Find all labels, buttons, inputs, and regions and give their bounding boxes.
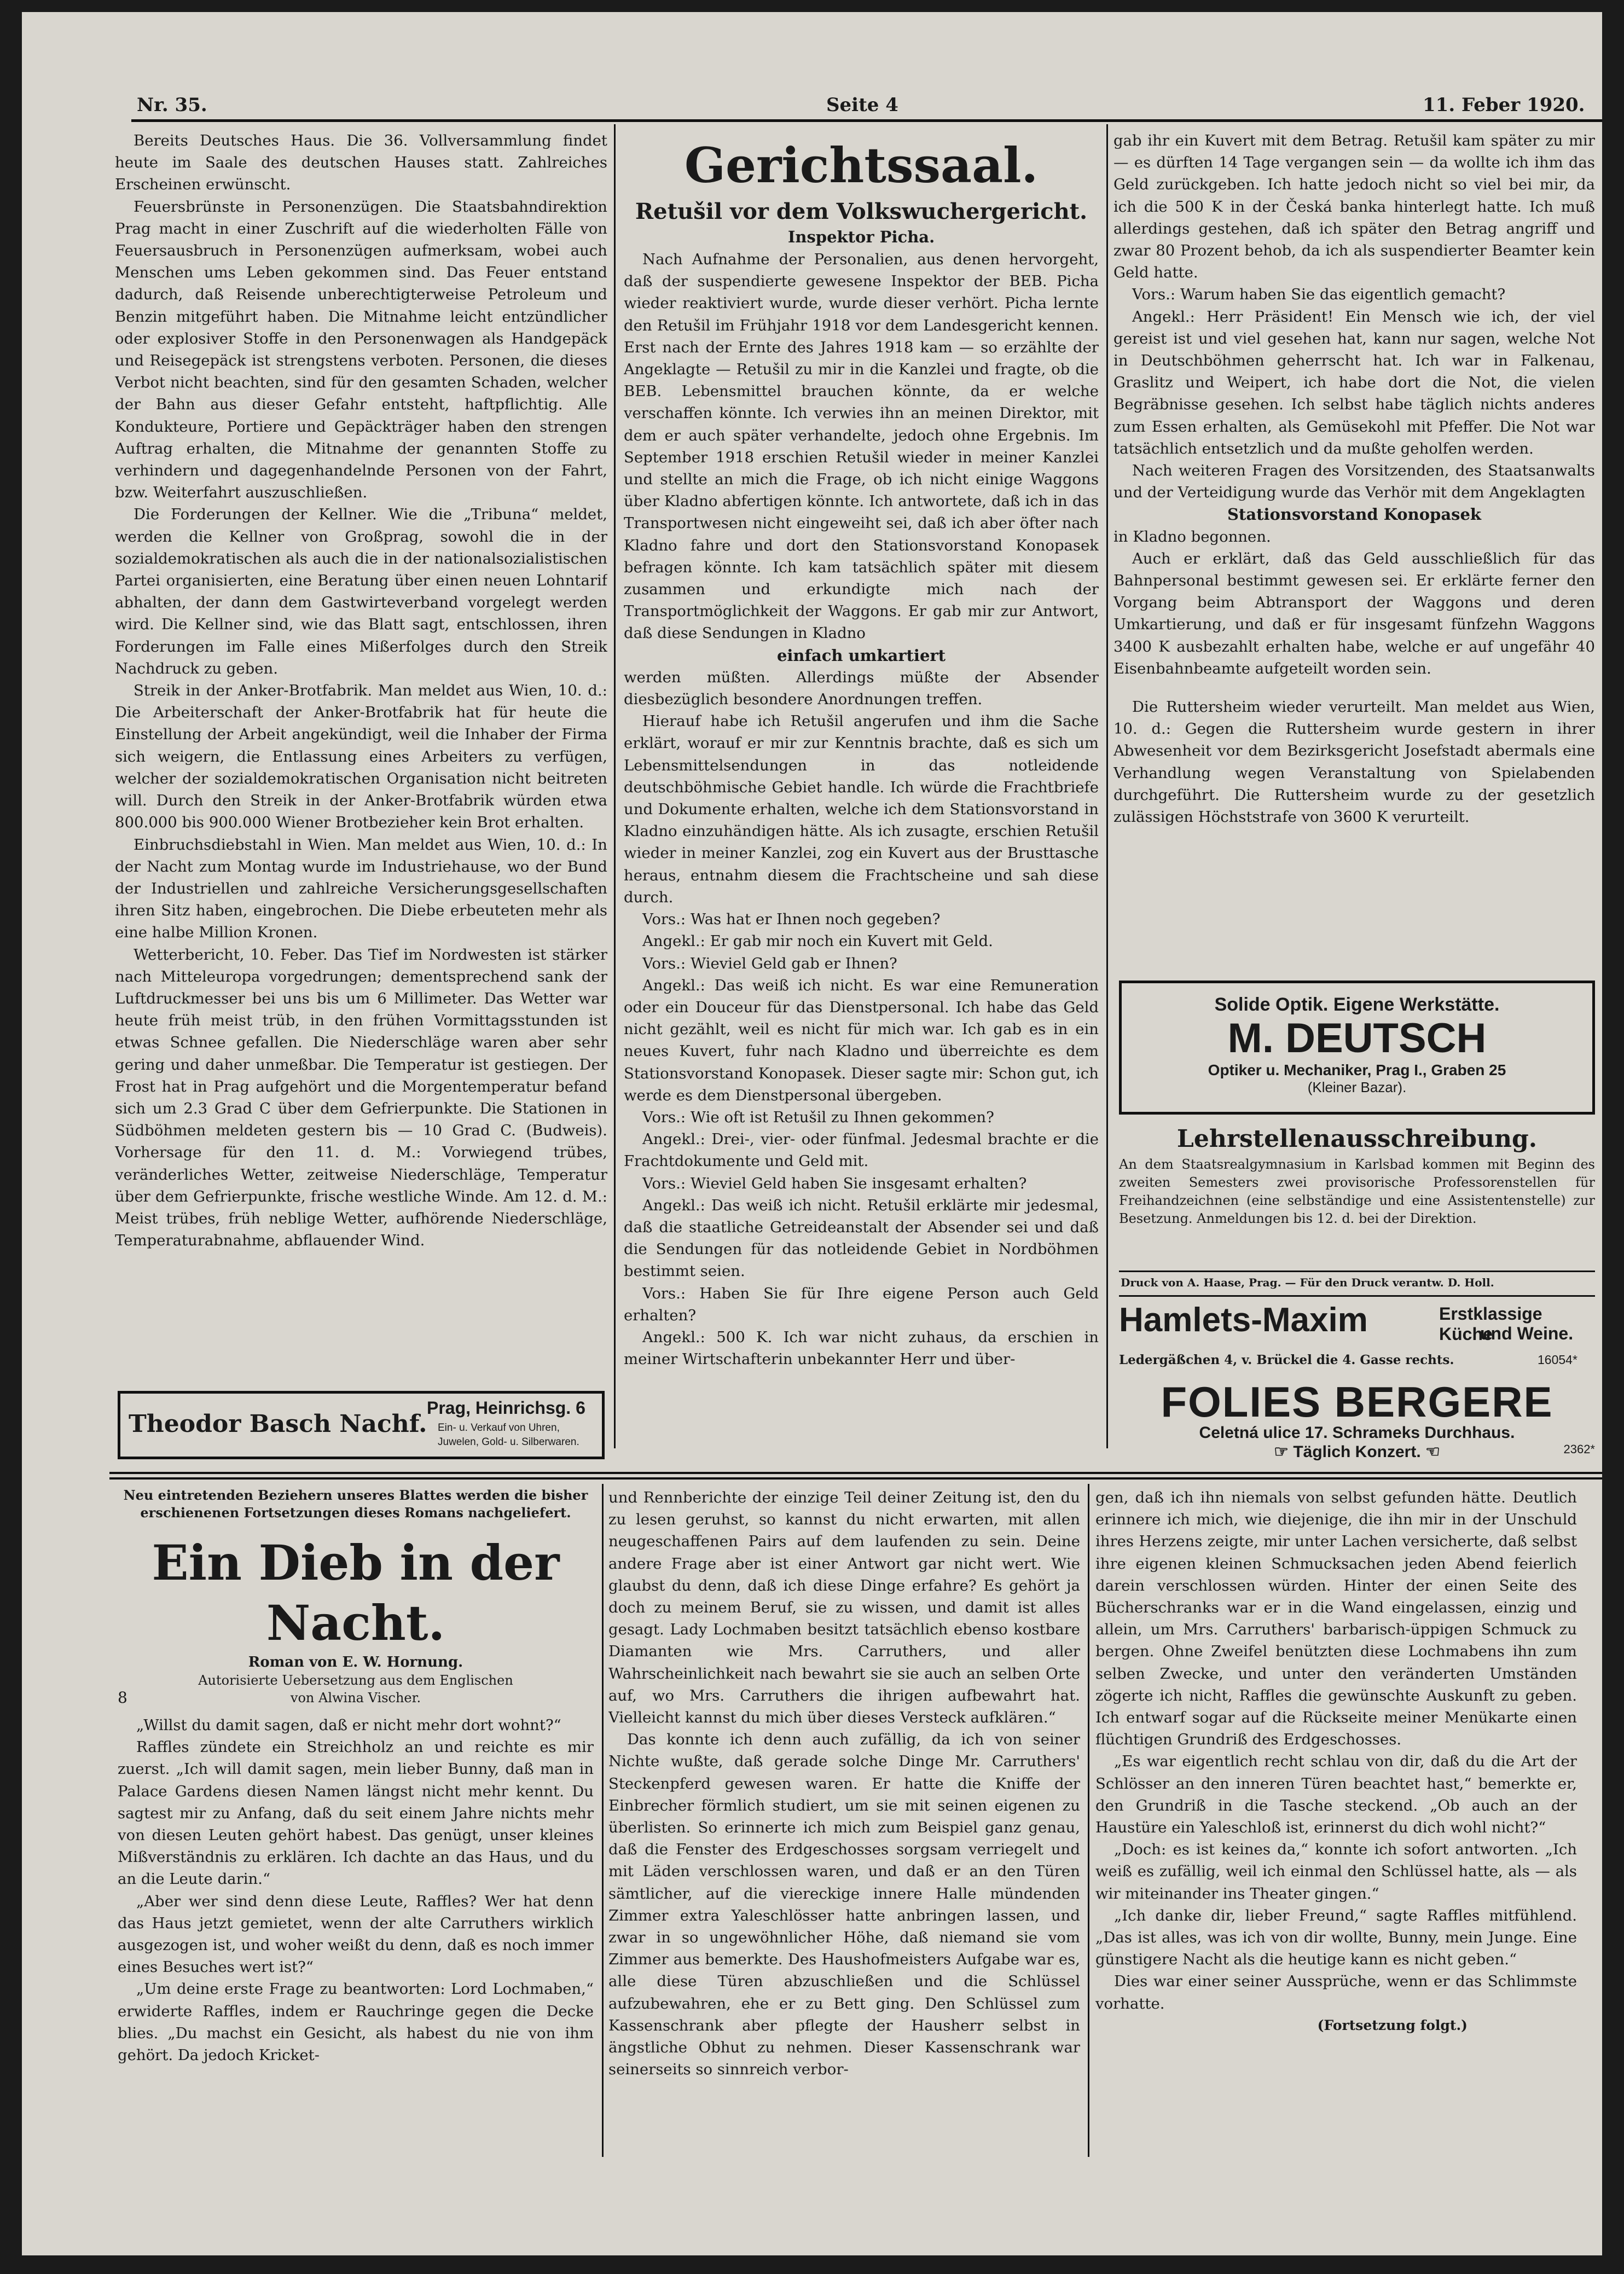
serial-continued: (Fortsetzung folgt.) [1317, 2017, 1468, 2033]
ad-folies-name: FOLIES BERGERE [1161, 1378, 1553, 1426]
ad-hamlets-name: Hamlets-Maxim [1119, 1301, 1368, 1339]
news-kellner: Die Forderungen der Kellner. Wie die „Tribuna“ meldet, werden die Kellner von Großprag, sowohl die in der sozialdemokratischen als auch die in der nationalsozialistischen Partei organisierten, eine Beratung über einen neuen Lohntarif abhalten, der dann dem Gastwirteverband vorgelegt werden wird. Die Kellner sind, wie das Blatt sagt, entschlossen, ihren Forderungen im Falle eines Mißerfolges durch den Streik Nachdruck zu geben. [115, 506, 607, 677]
ad-hamlets-maxim [1119, 1301, 1595, 1377]
issue-date: 11. Feber 1920. [1423, 94, 1585, 116]
court-dialogue: Vors.: Warum haben Sie das eigentlich gemacht? [1132, 286, 1506, 304]
court-dialogue: Vors.: Wieviel Geld gab er Ihnen? [642, 954, 897, 972]
news-einbruch: Einbruchsdiebstahl in Wien. Man meldet aus Wien, 10. d.: In der Nacht zum Montag wurde im Industriehause, wo der Bund der Industriellen und zahlreiche Versicherungsgesellschaften ihren Sitz haben, eingebrochen. Die Diebe erbeuteten mehr als eine halbe Million Kronen. [115, 836, 607, 942]
imprint-rule-top [1119, 1271, 1595, 1272]
serial-author: Roman von E. W. Hornung. [248, 1654, 463, 1670]
ad-lehrstellen-text: An dem Staatsrealgymnasium in Karlsbad kommen mit Beginn des zweiten Semesters zwei provisorische Professorenstellen für Freihandzeichnen (eine selbständige und eine Assistentenstelle) zur Besetzung. Anmeldungen bis 12. d. bei der Direktion. [1119, 1157, 1595, 1226]
section-rule-top [109, 1472, 1602, 1474]
newspaper-page [22, 12, 1602, 2255]
ad-deutsch-bazar: (Kleiner Bazar). [1307, 1079, 1407, 1095]
serial-paragraph: Dies war einer seiner Aussprüche, wenn er das Schlimmste vorhatte. [1095, 1973, 1577, 2012]
serial-installment-number: 8 [118, 1689, 127, 1707]
serial-paragraph: Das konnte ich denn auch zufällig, da ich von seiner Nichte wußte, daß gerade solche Dinge Mr. Carruthers' Steckenpferd gewesen waren. Er hatte die Kniffe der Einbrecher förmlich studiert, um sie mit seinen eigenen zu überlisten. So erinnerte ich mich zum Beispiel ganz genau, daß die Fenster des Erdgeschosses sorgsam verriegelt und mit Läden verschlossen waren, und daß er an den Türen sämtlicher, auf die viereckige innere Halle mündenden Zimmer extra Yaleschlösser hatte anbringen lassen, und zwar in so ungewöhnlicher Höhe, daß niemand sie vom Zimmer aus bemerkte. Des Haushofmeisters Aufgabe war es, alle diese Türen abzuschließen und die Schlüssel aufzubewahren, ehe er zu Bett ging. Den Schlüssel zum Kassenschrank aber pflegte der Hausherr selbst in ängstliche Obhut zu nehmen. Dieser Kassenschrank war seinerseits so sinnreich verbor- [608, 1731, 1080, 2079]
court-subheading: Inspektor Picha. [787, 228, 935, 246]
ad-lehrstellen [1119, 1123, 1595, 1262]
court-subheading-konopasek: Stationsvorstand Konopasek [1227, 505, 1481, 524]
ad-lehrstellen-title: Lehrstellenausschreibung. [1176, 1125, 1538, 1153]
page-number: Seite 4 [826, 94, 898, 116]
column-court-continued [1113, 130, 1595, 975]
court-paragraph: Hierauf habe ich Retušil angerufen und ihm die Sache erklärt, worauf er mir zur Kenntnis brachte, daß es sich um Lebensmittelsendungen in das notleidende deutschböhmische Gebiet handle. Ich würde die Frachtbriefe und Dokumente erhalten, welche ich dem Stationsvorstand in Kladno einzuhändigen hätte. Als ich zusagte, erschien Retušil wieder in meiner Kanzlei, zog ein Kuvert aus der Brusttasche heraus, entnahm diesem die Frachtscheine und sah diese durch. [624, 712, 1099, 906]
section-rule-bottom [109, 1477, 1602, 1480]
serial-paragraph: gen, daß ich ihn niemals von selbst gefunden hätte. Deutlich erinnere ich mich, wie diejenige, die ihn mir in der Unschuld ihres Herzens zeigte, mir unter Lachen versicherte, daß selbst ihre eigenen kleinen Schmucksachen jeden Abend feierlich darein verschlossen würden. Hinter der einen Seite des Bücherschranks war er in die Wand eingelassen, einzig und allein, um Mrs. Carruthers' barbarisch-üppigen Schmuck zu bergen. Ohne Zweifel benützten diese Lochmabens ihn zum selben Zwecke, und unter den veränderten Umständen zögerte ich nicht, Raffles die gewünschte Auskunft zu geben. Ich entwarf sogar auf die Rückseite meiner Menükarte einen flüchtigen Grundriß des Erdgeschosses. [1095, 1489, 1577, 1749]
serial-column-1 [118, 1487, 594, 2160]
ad-hamlets-weine: und Weine. [1480, 1324, 1574, 1343]
court-paragraph: Nach weiteren Fragen des Vorsitzenden, des Staatsanwalts und der Verteidigung wurde das Verhör mit dem Angeklagten [1113, 462, 1595, 502]
serial-paragraph: „Aber wer sind denn diese Leute, Raffles? Wer hat denn das Haus jetzt gemietet, wenn der alte Carruthers wirklich ausgezogen ist, und woher weißt du denn, daß es noch immer eines Besuches wert ist?“ [118, 1892, 594, 1976]
serial-column-3 [1095, 1487, 1577, 2160]
ad-folies-address: Celetná ulice 17. Schrameks Durchhaus. [1199, 1424, 1515, 1442]
serial-paragraph: „Willst du damit sagen, daß er nicht mehr dort wohnt?“ [136, 1716, 561, 1734]
court-dialogue: Angekl.: Drei-, vier- oder fünfmal. Jedesmal brachte er die Frachtdokumente und Geld mit. [624, 1130, 1099, 1170]
serial-column-2 [608, 1487, 1080, 2160]
column-rule-1 [614, 124, 616, 1448]
court-dialogue: Angekl.: Er gab mir noch ein Kuvert mit Geld. [642, 932, 993, 950]
court-paragraph: Auch er erklärt, daß das Geld ausschließlich für das Bahnpersonal bestimmt gewesen sei. Er erklärte ferner den Vorgang beim Abtransport der Waggons und deren Umkartierung, und daß er für insgesamt fünfzehn Waggons 3400 K ausbezahlt erhalten habe, welche er auf ungefähr 40 Eisenbahnbeamte aufgeteilt worden sein. [1113, 549, 1595, 677]
serial-notice: Neu eintretenden Beziehern unseres Blattes werden die bisher erschienenen Fortsetzungen dieses Romans nachgeliefert. [123, 1487, 588, 1521]
court-dialogue: Vors.: Was hat er Ihnen noch gegeben? [642, 910, 941, 929]
serial-paragraph: „Es war eigentlich recht schlau von dir, daß du die Art der Schlösser an den inneren Türen beachtet hast,“ bemerkte er, den Grundriß in die Tasche steckend. „Ob auch an der Haustüre ein Yaleschloß ist, erinnerst du dich wohl nicht?“ [1095, 1753, 1577, 1837]
ad-hamlets-number: 16054* [1538, 1353, 1577, 1367]
serial-title: Ein Dieb in der Nacht. [152, 1534, 560, 1651]
column-local-news [115, 130, 607, 1377]
serial-paragraph: und Rennberichte der einzige Teil deiner Zeitung ist, den du zu lesen geruhst, so kannst du nicht erwarten, mit allen neugeschaffenen Pairs auf dem laufenden zu sein. Deine andere Frage aber ist einer Antwort gar nicht wert. Wie glaubst du denn, daß ich diese Dinge erfahre? Es gehört ja doch zu meinem Beruf, sie zu wissen, und damit ist alles gesagt. Lady Lochmaben besitzt tatsächlich ebenso kostbare Diamanten wie Mrs. Carruthers, und aller Wahrscheinlichkeit nach bewahrt sie sie auch an selben Orte auf, wo Mrs. Carruthers die ihrigen aufbewahrt hat. Vielleicht kannst du mich über dieses Versteck aufklären.“ [608, 1489, 1080, 1727]
ad-hamlets-kueche: Erstklassige Küche [1439, 1304, 1542, 1344]
ad-basch-address: Prag, Heinrichsg. 6 [427, 1398, 585, 1418]
serial-column-rule-2 [1088, 1484, 1089, 2157]
news-deutsches-haus: Bereits Deutsches Haus. Die 36. Vollversammlung findet heute im Saale des deutschen Hauses statt. Zahlreiches Erscheinen erwünscht. [115, 132, 607, 194]
pointing-hand-icon: ☞ [1274, 1443, 1294, 1461]
ad-theodor-basch [118, 1391, 605, 1459]
header-rule [131, 119, 1602, 122]
news-ruttersheim: Die Ruttersheim wieder verurteilt. Man meldet aus Wien, 10. d.: Gegen die Ruttersheim wurde gestern in ihrer Abwesenheit vor dem Bezirksgericht Josefstadt abermals eine Verhandlung wegen Veranstaltung von Spielabenden durchgeführt. Die Ruttersheim wurde zu der gesetzlich zulässigen Höchststrafe von 3600 K verurteilt. [1113, 698, 1595, 826]
ad-folies-konzert: Täglich Konzert. [1293, 1443, 1421, 1461]
court-dialogue: Angekl.: Herr Präsident! Ein Mensch wie ich, der viel gereist ist und viel gesehen hat, kann nur sagen, welche Not in Deutschböhmen geherrscht hat. Ich war in Falkenau, Graslitz und Weipert, ich habe dort die Not, die vielen Begräbnisse gesehen. Ich selbst habe täglich nichts anderes zum Essen erhalten, als Gemüsekohl mit Pfeffer. Die Not war tatsächlich entsetzlich und da mußte geholfen werden. [1113, 308, 1595, 457]
imprint: Druck von A. Haase, Prag. — Für den Druck verantw. D. Holl. [1121, 1276, 1494, 1289]
news-feuersbruenste: Feuersbrünste in Personenzügen. Die Staatsbahndirektion Prag macht in einer Zuschrift auf die wiederholten Fälle von Feuersausbruch in Personenzügen aufmerksam, wobei auch Menschen ums Leben gekommen sind. Das Feuer entstand dadurch, daß Reisende unberechtigterweise Petroleum und Benzin mitgeführt haben. Die Mitnahme leicht entzündlicher oder explosiver Stoffe in den Personenwagen als Handgepäck und Reisegepäck ist strengstens verboten. Personen, die dieses Verbot nicht beachten, sind für den gesamten Schaden, welcher der Bahn aus dieser Gefahr entsteht, haftpflichtig. Alle Kondukteure, Portiere und Gepäckträger haben den strengen Auftrag erhalten, die Mitnahme der genannten Stoffe zu verhindern und dagegenhandelnde Personen von der Fahrt, bzw. Weiterfahrt auszuschließen. [115, 198, 607, 502]
ad-basch-name: Theodor Basch Nachf. [129, 1410, 427, 1438]
serial-paragraph: Raffles zündete ein Streichholz an und reichte es mir zuerst. „Ich will damit sagen, mein lieber Bunny, daß man in Palace Gardens diesen Namen längst nicht mehr kennt. Du sagtest mir zu Anfang, daß du seit einem Jahre nichts mehr von diesen Leuten gehört habest. Das genügt, unser kleines Mißverständnis zu erklären. Ich dachte an das Haus, und du an die Leute darin.“ [118, 1738, 594, 1888]
issue-number: Nr. 35. [137, 94, 207, 116]
ad-folies-number: 2362* [1563, 1442, 1595, 1456]
court-dialogue: Angekl.: Das weiß ich nicht. Retušil erklärte mir jedesmal, daß die staatliche Getreideanstalt der Absender sei und daß die Sendungen für das notleidende Gebiet in Nordböhmen bestimmt seien. [624, 1196, 1099, 1280]
serial-translation-1: Autorisierte Uebersetzung aus dem Englischen [198, 1673, 513, 1688]
court-title: Gerichtssaal. [684, 137, 1039, 194]
serial-translation-row [118, 1689, 594, 1707]
news-wetterbericht: Wetterbericht, 10. Feber. Das Tief im Nordwesten ist stärker nach Mitteleuropa vorgedrungen; dementsprechend sank der Luftdruckmesser bei uns bis um 6 Millimeter. Das Wetter war heute früh meist trüb, in den frühen Vormittagsstunden ist etwas Schnee gefallen. Die Niederschläge waren aber sehr gering und daher unmeßbar. Die Temperatur ist gestiegen. Der Frost hat in Prag aufgehört und die Morgentemperatur befand sich um 2.3 Grad C über dem Gefrierpunkte. Die Stationen in Südböhmen meldeten gestern bis — 10 Grad C. (Budweis). Vorhersage für den 11. d. M.: Vorwiegend trübes, veränderliches Wetter, zeitweise Niederschläge, Temperatur über dem Gefrierpunkte, frische westliche Winde. Am 12. d. M.: Meist trübes, früh neblige Wetter, aufhörende Niederschläge, Temperaturabnahme, abflauender Wind. [115, 945, 607, 1250]
news-streik: Streik in der Anker-Brotfabrik. Man meldet aus Wien, 10. d.: Die Arbeiterschaft der Anker-Brotfabrik hat für heute die Einstellung der Arbeit angekündigt, weil die Inhaber der Firma sich weigern, die Entlassung eines Arbeiters zu verfügen, welcher der sozialdemokratischen Organisation nicht beitreten will. Durch den Streik in der Anker-Brotfabrik würden etwa 800.000 bis 900.000 Wiener Brotbezieher kein Brot erhalten. [115, 682, 607, 832]
column-court [624, 130, 1099, 1465]
court-paragraph: in Kladno begonnen. [1113, 527, 1271, 546]
serial-column-rule-1 [602, 1484, 604, 2157]
court-paragraph: werden müßten. Allerdings müßte der Absender diesbezüglich besondere Anordnungen treffen. [624, 668, 1099, 709]
ad-m-deutsch [1119, 981, 1595, 1115]
court-dialogue: Vors.: Haben Sie für Ihre eigene Person auch Geld erhalten? [624, 1284, 1099, 1324]
ad-hamlets-address: Ledergäßchen 4, v. Brückel die 4. Gasse rechts. [1119, 1353, 1454, 1367]
court-midheading: einfach umkartiert [776, 646, 946, 665]
ad-folies-konzert-row [1119, 1442, 1595, 1461]
serial-paragraph: „Ich danke dir, lieber Freund,“ sagte Raffles mitfühlend. „Das ist alles, was ich von dir wollte, Bunny, mein Junge. Eine günstigere Nacht als die heutige kann es nicht geben.“ [1095, 1906, 1577, 1969]
pointing-hand-icon: ☜ [1420, 1443, 1440, 1461]
imprint-rule-bottom [1119, 1295, 1595, 1297]
serial-translation-2: von Alwina Vischer. [290, 1690, 421, 1706]
ad-deutsch-top: Solide Optik. Eigene Werkstätte. [1214, 994, 1500, 1015]
court-dialogue: Angekl.: 500 K. Ich war nicht zuhaus, da erschien in meiner Wirtschafterin unbekannter Herr und über- [624, 1328, 1099, 1368]
court-paragraph: Nach Aufnahme der Personalien, aus denen hervorgeht, daß der suspendierte gewesene Inspektor der BEB. Picha wieder reaktiviert wurde, wurde dieser verhört. Picha lernte den Retušil im Frühjahr 1918 vor dem Landesgericht kennen. Erst nach der Ernte des Jahres 1918 kam — so erzählte der Angeklagte — Retušil zu mir in die Kanzlei und fragte, ob die BEB. Lebensmittel brauchen könnte, da er welche verschaffen könnte. Ich verwies ihn an meinen Direktor, mit dem er auch später verhandelte, jedoch ohne Ergebnis. Im September 1918 erschien Retušil wieder in meiner Kanzlei und stellte an mich die Frage, ob ich nicht einige Waggons über Kladno abfertigen könnte. Ich antwortete, daß ich in das Transportwesen nicht eingeweiht sei, daß ich aber öfter nach Kladno fahre und dort den Stationsvorstand Konopasek befragen könnte. Ich kam tatsächlich später mit diesem zusammen und erkundigte mich nach der Transportmöglichkeit der Waggons. Er gab mir zur Antwort, daß diese Sendungen in Kladno [624, 251, 1099, 642]
ad-basch-line2: Ein- u. Verkauf von Uhren, [438, 1422, 560, 1434]
court-paragraph: gab ihr ein Kuvert mit dem Betrag. Retušil kam später zu mir — es dürften 14 Tage vergangen sein — da wollte ich ihm das Geld zurückgeben. Ich hatte jedoch nicht so viel bei mir, da ich die 500 K in der Česká banka hinterlegt hatte. Ich muß allerdings gestehen, daß ich später den Betrag angriff und zwar 80 Prozent behob, da ich als suspendierter Beamter kein Geld hatte. [1113, 132, 1595, 282]
ad-folies-bergere [1119, 1380, 1595, 1462]
ad-deutsch-line: Optiker u. Mechaniker, Prag I., Graben 25 [1208, 1061, 1506, 1078]
ad-deutsch-name: M. DEUTSCH [1227, 1015, 1487, 1061]
ad-basch-line3: Juwelen, Gold- u. Silberwaren. [438, 1436, 579, 1448]
column-rule-2 [1106, 124, 1108, 1448]
court-subtitle: Retušil vor dem Volkswuchergericht. [635, 199, 1088, 224]
court-dialogue: Angekl.: Das weiß ich nicht. Es war eine Remuneration oder ein Douceur für das Dienstpersonal. Ich habe das Geld nicht gezählt, weil es nicht für mich war. Ich gab es in ein neues Kuvert, fuhr nach Kladno und überreichte es dem Stationsvorstand Konopasek. Dieser sagte mir: Schon gut, ich werde es dem Dienstpersonal übergeben. [624, 976, 1099, 1104]
serial-paragraph: „Um deine erste Frage zu beantworten: Lord Lochmaben,“ erwiderte Raffles, indem er Rauchringe gegen die Decke blies. „Du machst ein Gesicht, als habest du nie von ihm gehört. Da jedoch Kricket- [118, 1980, 594, 2064]
serial-paragraph: „Doch: es ist keines da,“ konnte ich sofort antworten. „Ich weiß es zufällig, weil ich einmal den Schlüssel hatte, als — als wir miteinander ins Theater gingen.“ [1095, 1841, 1577, 1902]
court-dialogue: Vors.: Wie oft ist Retušil zu Ihnen gekommen? [642, 1108, 994, 1126]
court-dialogue: Vors.: Wieviel Geld haben Sie insgesamt erhalten? [642, 1174, 1027, 1192]
